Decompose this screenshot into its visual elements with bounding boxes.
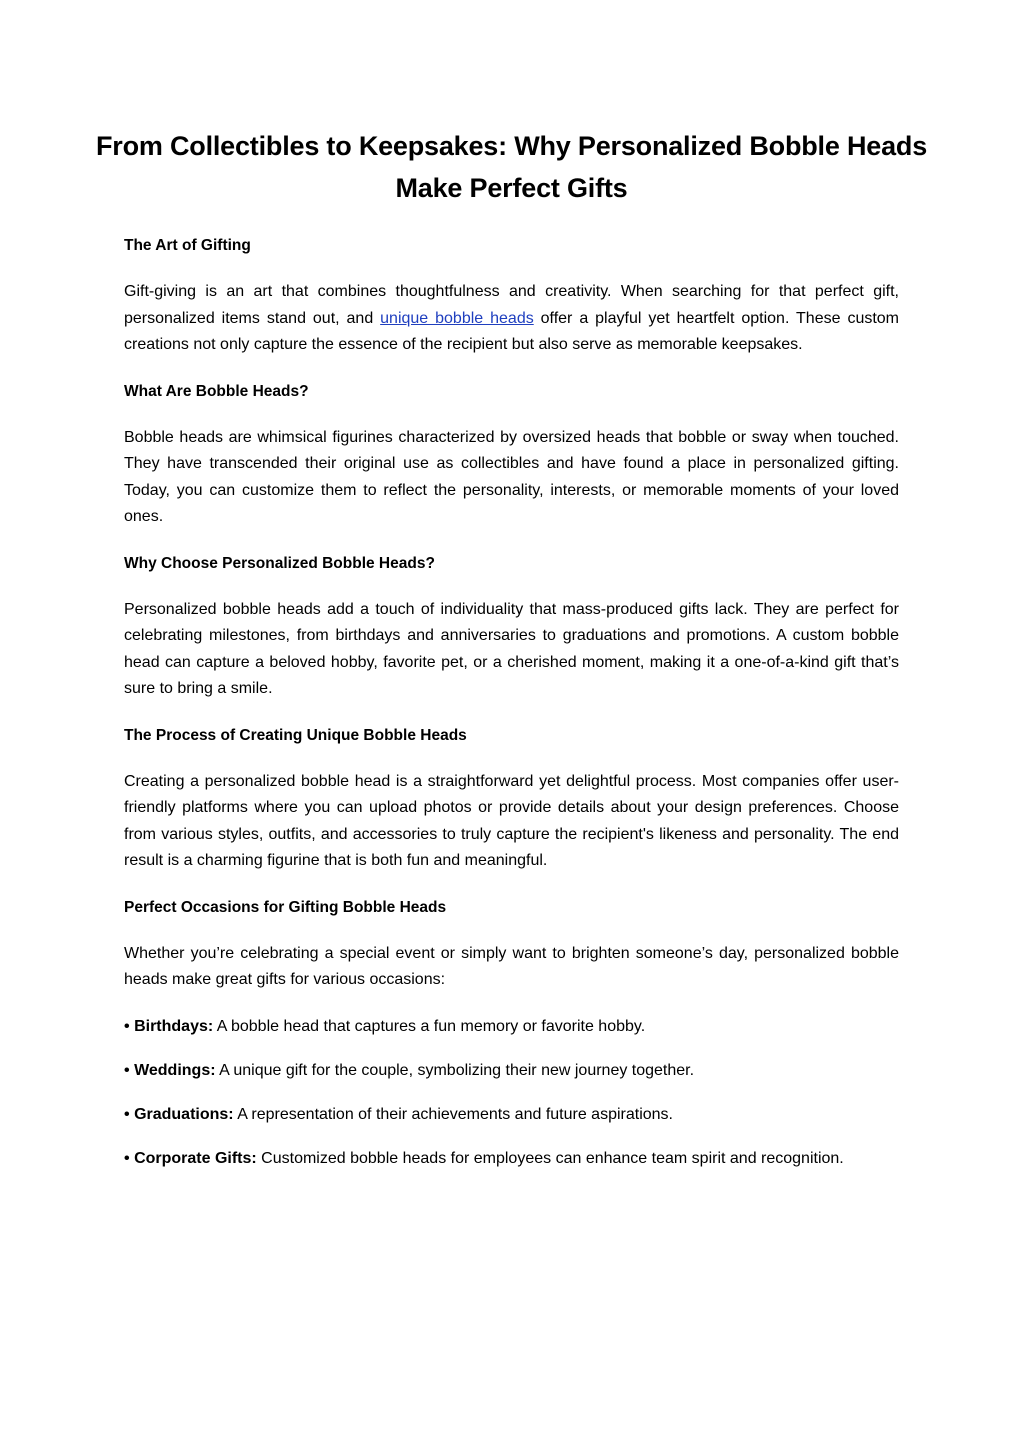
section-heading: Why Choose Personalized Bobble Heads? [124,554,435,572]
section-paragraph [124,279,899,359]
section-heading: The Art of Gifting [124,237,251,254]
bullet-text: A unique gift for the couple, symbolizing their new journey together. [215,1061,695,1079]
list-item [124,1016,899,1038]
section-heading: What Are Bobble Heads? [124,382,309,400]
section-paragraph: Personalized bobble heads add a touch of individuality that mass-produced gifts lack. They are perfect for celebrating milestones, from birthdays and anniversaries to graduations and promotions. A custom bobble head can capture a beloved hobby, favorite pet, or a cherished moment, making it a one-of-a-kind gift that’s sure to bring a smile. [124,600,899,697]
list-item [124,1060,899,1082]
bullet-label: Birthdays: [134,1017,214,1035]
bullet-text: Customized bobble heads for employees can enhance team spirit and recognition. [256,1149,844,1167]
list-item [124,1148,899,1170]
bullet-text: A bobble head that captures a fun memory or favorite hobby. [213,1017,646,1035]
section-heading: Perfect Occasions for Gifting Bobble Heads [124,898,447,916]
bullet-label: Weddings: [134,1061,216,1079]
bullet-marker: • [124,1017,130,1035]
bullet-text: A representation of their achievements and future aspirations. [233,1105,673,1123]
bullet-marker: • [124,1105,130,1123]
paragraph-text: Gift-giving is an art that combines thoughtfulness and creativity. When searching for that perfect gift, personalized items stand out, and [124,283,899,327]
unique-bobble-heads-link[interactable]: unique bobble heads [380,309,534,327]
document-page [95,125,928,1170]
page-title: From Collectibles to Keepsakes: Why Personalized Bobble Heads Make Perfect Gifts [95,131,928,203]
title-block [94,125,929,209]
bullet-label: Graduations: [134,1105,234,1123]
list-item [124,1104,899,1126]
section-paragraph: Whether you’re celebrating a special event or simply want to brighten someone’s day, personalized bobble heads make great gifts for various occasions: [124,944,899,988]
section-paragraph: Bobble heads are whimsical figurines characterized by oversized heads that bobble or sway when touched. They have transcended their original use as collectibles and have found a place in personalized gifting. Today, you can customize them to reflect the personality, interests, or memorable moments of your loved ones. [124,428,899,525]
bullet-marker: • [124,1149,130,1167]
bullet-label: Corporate Gifts: [134,1149,257,1167]
bullet-marker: • [124,1061,130,1079]
section-paragraph: Creating a personalized bobble head is a straightforward yet delightful process. Most companies offer user-friendly platforms where you can upload photos or provide details about your design preferences. Choose from various styles, outfits, and accessories to truly capture the recipient's likeness and personality. The end result is a charming figurine that is both fun and meaningful. [124,772,899,869]
paragraph-text: offer a playful yet heartfelt option. These custom creations not only capture the essence of the recipient but also serve as memorable keepsakes. [124,309,900,353]
section-heading: The Process of Creating Unique Bobble Heads [124,726,467,744]
